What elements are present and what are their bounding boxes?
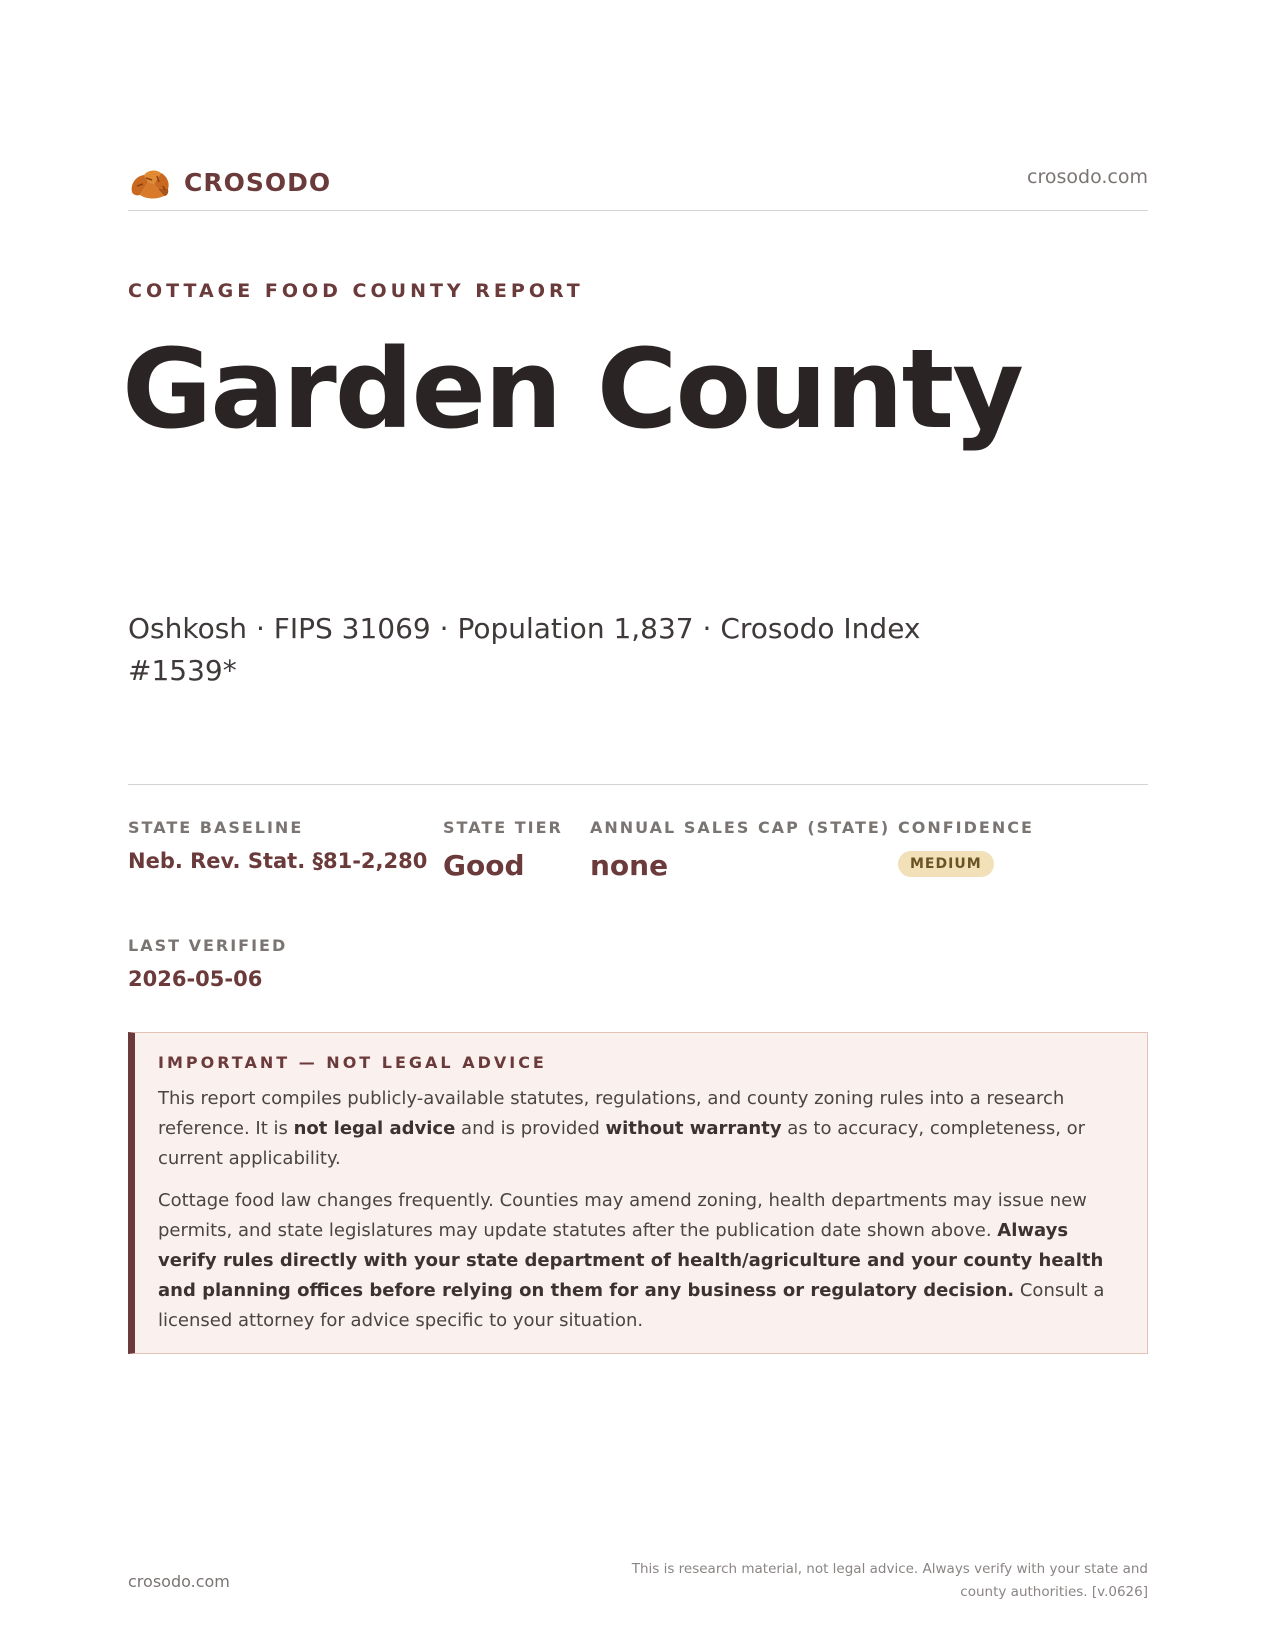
notice-paragraph (158, 1084, 1123, 1174)
report-eyebrow: COTTAGE FOOD COUNTY REPORT (128, 280, 584, 302)
stat-last-verified (128, 936, 287, 991)
stat-value: 2026-05-06 (128, 967, 263, 991)
notice-emphasis: not legal advice (293, 1118, 456, 1139)
section-divider (128, 784, 1148, 785)
notice-title: IMPORTANT — NOT LEGAL ADVICE (158, 1053, 547, 1072)
page-header (128, 158, 1148, 211)
report-page (122, 0, 1148, 1650)
notice-text: This report compiles publicly-available statutes, regulations, and county zoning rules into a research reference. It is (158, 1088, 1065, 1139)
brand[interactable] (128, 162, 331, 202)
stat-value: none (590, 849, 669, 882)
confidence-badge: MEDIUM (898, 851, 994, 877)
notice-emphasis: Always verify rules directly with your state department of health/agriculture and your county health and planning offices before relying on them for any business or regulatory decision. (158, 1220, 1104, 1301)
stat-confidence (898, 818, 1034, 877)
notice-text: and is provided (455, 1118, 606, 1139)
stat-value: Neb. Rev. Stat. §81-2,280 (128, 849, 428, 873)
footer-disclaimer: This is research material, not legal advice. Always verify with your state and county authorities. [v.0626] (631, 1561, 1148, 1600)
page-title: Garden County (122, 325, 1022, 453)
brand-name: CROSODO (184, 167, 332, 197)
stat-state-tier (443, 818, 563, 882)
notice-text: as to accuracy, completeness, or current applicability. (158, 1118, 1086, 1169)
croissant-icon (128, 162, 172, 202)
notice-text: Cottage food law changes frequently. Counties may amend zoning, health departments may issue new permits, and state legislatures may update statutes after the publication date shown above. (158, 1190, 1087, 1241)
footer-site[interactable]: crosodo.com (128, 1572, 230, 1591)
stat-state-baseline (128, 818, 427, 873)
site-link[interactable]: crosodo.com (1027, 166, 1148, 188)
stat-label: ANNUAL SALES CAP (STATE) (590, 818, 891, 837)
legal-notice (128, 1032, 1148, 1354)
stat-label: STATE BASELINE (128, 818, 304, 837)
stat-label: CONFIDENCE (898, 818, 1034, 837)
stat-sales-cap (590, 818, 890, 882)
notice-emphasis: without warranty (605, 1118, 782, 1139)
county-subtitle: Oshkosh · FIPS 31069 · Population 1,837 · Crosodo Index #1539* (128, 612, 921, 687)
stat-value: Good (443, 849, 525, 882)
stat-label: STATE TIER (443, 818, 563, 837)
stat-label: LAST VERIFIED (128, 936, 288, 955)
notice-paragraph (158, 1186, 1123, 1336)
notice-text: Consult a licensed attorney for advice specific to your situation. (158, 1280, 1105, 1331)
